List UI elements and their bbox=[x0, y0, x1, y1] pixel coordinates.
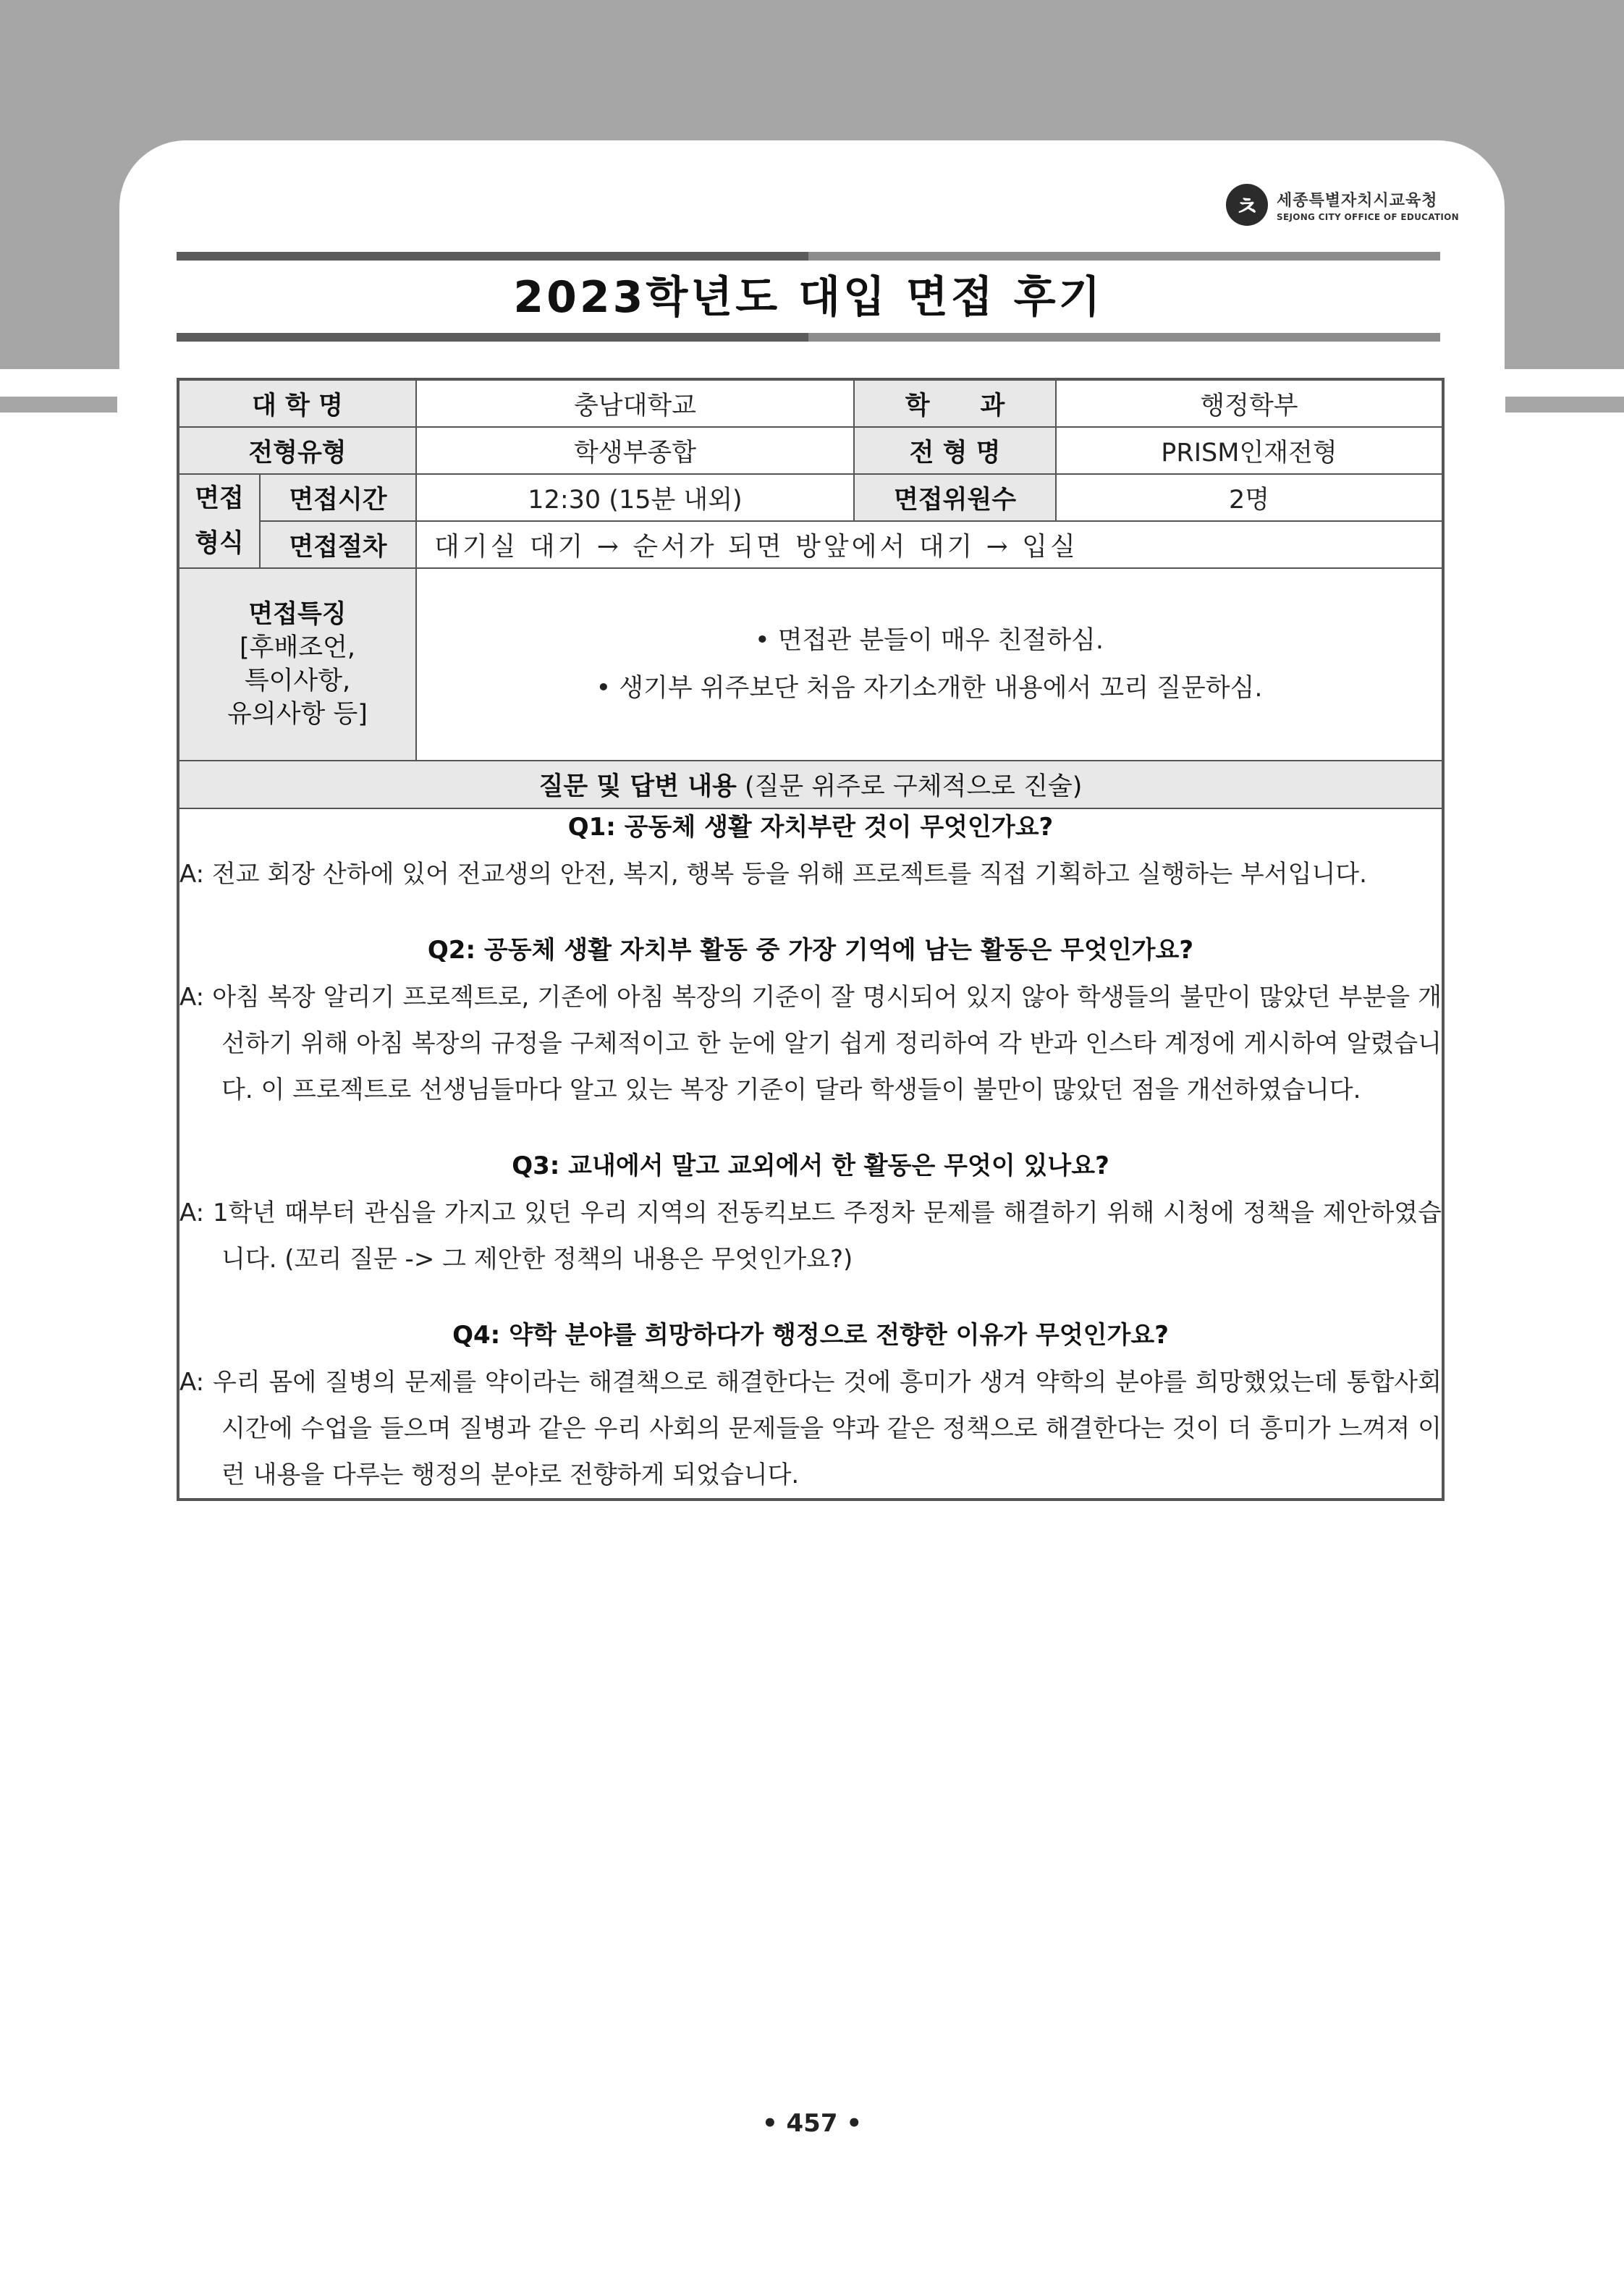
features-sub-3: 유의사항 등] bbox=[227, 700, 368, 729]
qa-header-title: 질문 및 답변 내용 bbox=[538, 772, 737, 801]
question-4: Q4: 약학 분야를 희망하다가 행정으로 전향한 이유가 무엇인가요? bbox=[452, 1321, 1169, 1350]
qa-content bbox=[178, 808, 1443, 1500]
org-name-ko: 세종특별자치시교육청 bbox=[1277, 191, 1438, 210]
question-2: Q2: 공동체 생활 자치부 활동 중 가장 기억에 남는 활동은 무엇인가요? bbox=[427, 936, 1194, 965]
left-margin-bar bbox=[0, 397, 117, 413]
interview-info-table bbox=[177, 378, 1445, 1501]
page-number: • 457 • bbox=[761, 2109, 863, 2138]
org-name bbox=[1277, 188, 1459, 222]
interview-features-label bbox=[178, 568, 416, 761]
department-label: 학 과 bbox=[854, 379, 1056, 427]
title-rule-bottom bbox=[177, 333, 1440, 342]
interview-time-value: 12:30 (15분 내외) bbox=[416, 474, 854, 521]
row-admission-type bbox=[178, 427, 1443, 474]
interview-features-list bbox=[416, 568, 1443, 761]
admission-type-value: 학생부종합 bbox=[416, 427, 854, 474]
row-university bbox=[178, 379, 1443, 427]
university-label: 대 학 명 bbox=[178, 379, 416, 427]
admission-name-value: PRISM인재전형 bbox=[1056, 427, 1443, 474]
features-title: 면접특징 bbox=[248, 600, 347, 629]
feature-item: • 생기부 위주보단 처음 자기소개한 내용에서 꼬리 질문하심. bbox=[596, 674, 1263, 703]
sejong-emblem-icon: ㅊ bbox=[1226, 184, 1268, 226]
interview-procedure-label: 면접절차 bbox=[260, 521, 416, 568]
answer-1: A: 전교 회장 산하에 있어 전교생의 안전, 복지, 행복 등을 위해 프로젝트를 직접 기획하고 실행하는 부서입니다. bbox=[179, 860, 1367, 889]
university-value: 충남대학교 bbox=[416, 379, 854, 427]
page-title: 2023학년도 대입 면접 후기 bbox=[513, 272, 1104, 323]
question-1: Q1: 공동체 생활 자치부란 것이 무엇인가요? bbox=[567, 813, 1054, 842]
right-margin-bar bbox=[1505, 397, 1624, 413]
row-qa-header bbox=[178, 761, 1443, 808]
row-qa-content bbox=[178, 808, 1443, 1500]
row-interview-procedure bbox=[178, 521, 1443, 568]
answer-3: A: 1학년 때부터 관심을 가지고 있던 우리 지역의 전동킥보드 주정차 문제를 해결하기 위해 시청에 정책을 제안하였습니다. (꼬리 질문 -> 그 제안한 정책의 내용은 무엇인가요?) bbox=[179, 1198, 1442, 1274]
department-value: 행정학부 bbox=[1056, 379, 1443, 427]
admission-name-label: 전 형 명 bbox=[854, 427, 1056, 474]
interview-procedure-value: 대기실 대기 → 순서가 되면 방앞에서 대기 → 입실 bbox=[416, 521, 1443, 568]
interviewers-label: 면접위원수 bbox=[854, 474, 1056, 521]
qa-header-note: (질문 위주로 구체적으로 진술) bbox=[736, 772, 1083, 801]
admission-type-label: 전형유형 bbox=[178, 427, 416, 474]
features-sub-2: 특이사항, bbox=[244, 667, 351, 695]
interview-format-label: 면접 형식 bbox=[178, 474, 260, 568]
features-sub-1: [후배조언, bbox=[239, 633, 356, 662]
row-interview-time bbox=[178, 474, 1443, 521]
question-3: Q3: 교내에서 말고 교외에서 한 활동은 무엇이 있나요? bbox=[512, 1151, 1109, 1180]
interview-time-label: 면접시간 bbox=[260, 474, 416, 521]
title-rule-top bbox=[177, 252, 1440, 261]
qa-section-header bbox=[178, 761, 1443, 808]
org-logo bbox=[1226, 184, 1459, 226]
org-name-en: SEJONG CITY OFFICE OF EDUCATION bbox=[1277, 211, 1459, 222]
answer-4: A: 우리 몸에 질병의 문제를 약이라는 해결책으로 해결한다는 것에 흥미가 생겨 약학의 분야를 희망했었는데 통합사회시간에 수업을 들으며 질병과 같은 우리 사회의 문제들을 약과 같은 정책으로 해결한다는 것이 더 흥미가 느껴져 이런 내용을 다루는 행정의 분야로 전향하게 되었습니다. bbox=[179, 1368, 1442, 1489]
answer-2: A: 아침 복장 알리기 프로젝트로, 기존에 아침 복장의 기준이 잘 명시되어 있지 않아 학생들의 불만이 많았던 부분을 개선하기 위해 아침 복장의 규정을 구체적이고 한 눈에 알기 쉽게 정리하여 각 반과 인스타 계정에 게시하여 알렸습니다. 이 프로젝트로 선생님들마다 알고 있는 복장 기준이 달라 학생들이 불만이 많았던 점을 개선하였습니다. bbox=[179, 983, 1442, 1104]
feature-item: • 면접관 분들이 매우 친절하심. bbox=[755, 626, 1104, 655]
interviewers-value: 2명 bbox=[1056, 474, 1443, 521]
row-interview-features bbox=[178, 568, 1443, 761]
